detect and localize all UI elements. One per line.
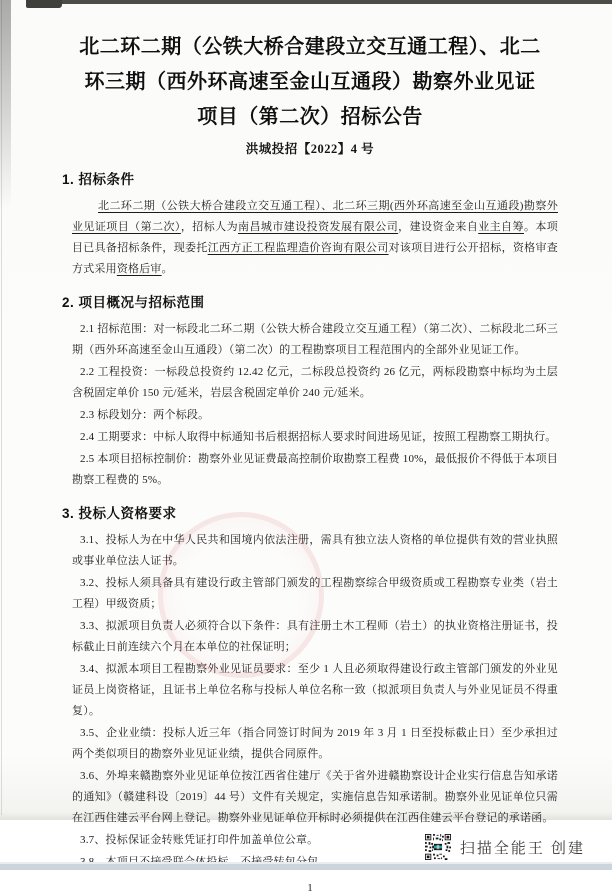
tender-conditions-paragraph: 北二环二期（公铁大桥合建段立交互通工程）、北二环三期(西外环高速至金山互通段)勘察外业见证项目（第二次），招标人为南昌城市建设投资发展有限公司，建设资金来自业主自筹。本项目已具备招标条件，现委托江西方正工程监理造价咨询有限公司对该项目进行公开招标，资格审查方式采用资格后审。 — [72, 200, 559, 275]
clause-2-5: 2.5 本项目招标控制价：勘察外业见证费最高控制价取勘察工程费 10%，最低报价不得低于本项目勘察工程费的 5%。 — [72, 453, 558, 486]
section-2-heading: 2. 项目概况与招标范围 — [62, 295, 205, 310]
section-2-body — [62, 319, 558, 491]
clause-2-2: 2.2 工程投资：一标段总投资约 12.42 亿元，二标段总投资约 26 亿元，两标段勘察中标均为土层含税固定单价 150 元/延米，岩层含税固定单价 240 元/延米。 — [72, 366, 558, 399]
clause-2-3: 2.3 标段划分：两个标段。 — [80, 409, 210, 421]
qualification-review-underlined: 资格后审 — [116, 263, 162, 275]
clause-3-5: 3.5、企业业绩：投标人近三年（指合同签订时间为 2019 年 3 月 1 日至投标截止日）至少承担过两个类似项目的勘察外业见证业绩，提供合同原件。 — [72, 727, 558, 760]
clause-3-2: 3.2、投标人须具备具有建设行政主管部门颁发的工程勘察综合甲级资质或工程勘察专业类（岩土工程）甲级资质； — [72, 577, 558, 610]
section-3-heading: 3. 投标人资格要求 — [62, 506, 177, 521]
clause-2-1: 2.1 招标范围：对一标段北二环二期（公铁大桥合建段立交互通工程）（第二次）、二标段北二环三期（西外环高速至金山互通段）（第二次）的工程勘察项目工程范围内的全部外业见证工作。 — [72, 323, 558, 356]
clause-3-6: 3.6、外埠来赣勘察外业见证单位按江西省住建厅《关于省外进赣勘察设计企业实行信息告知承诺的通知》（赣建科设〔2019〕44 号）文件有关规定，实施信息告知承诺制。勘察外业见证单位只需在江西住建云平台网上登记。勘察外业见证单位开标时必须提供在江西住建云平台登记的承诺函。 — [72, 770, 558, 824]
agency-name-underlined: 江西方正工程监理造价咨询有限公司 — [207, 242, 389, 254]
scanner-credit — [425, 834, 585, 860]
clause-3-4: 3.4、拟派本项目工程勘察外业见证员要求：至少 1 人且必须取得建设行政主管部门颁发的外业见证员上岗资格证，且证书上单位名称与投标人单位名称一致（拟派项目负责人与外业见证员不得重复）。 — [72, 663, 558, 717]
clause-3-7: 3.7、投标保证金转账凭证打印件加盖单位公章。 — [80, 834, 319, 846]
clause-3-3: 3.3、拟派项目负责人必须符合以下条件：具有注册土木工程师（岩土）的执业资格注册证书，投标截止日前连续六个月在本单位的社保证明； — [72, 620, 558, 653]
tenderer-name-underlined: 南昌城市建设投资发展有限公司 — [238, 221, 399, 233]
clause-2-4: 2.4 工期要求：中标人取得中标通知书后根据招标人要求时间进场见证，按照工程勘察工期执行。 — [80, 431, 557, 443]
section-1-heading: 1. 招标条件 — [62, 172, 135, 187]
scan-edge-top-blob-artifact — [26, 0, 62, 8]
section-1-body — [62, 196, 558, 280]
clause-3-1: 3.1、投标人为在中华人民共和国境内依法注册，需具有独立法人资格的单位提供有效的营业执照或事业单位法人证书。 — [72, 534, 558, 567]
funding-source-underlined: 业主自筹 — [478, 221, 524, 233]
document-number: 洪城投招【2022】4 号 — [245, 142, 375, 156]
page-number: 1 — [307, 882, 313, 894]
scanner-watermark-label: 扫描全能王 创建 — [459, 839, 585, 857]
page-title: 北二环二期（公铁大桥合建段立交互通工程）、北二环三期（西外环高速至金山互通段）勘察外业见证项目（第二次）招标公告 — [79, 36, 541, 128]
project-name-underlined: 北二环二期（公铁大桥合建段立交互通工程）、北二环三期(西外环高速至金山互通段)勘察外业见证项目（第二次） — [72, 200, 558, 233]
scan-edge-left-line — [1, 0, 2, 815]
qr-code-icon — [425, 834, 451, 860]
scan-edge-top-artifact — [26, 0, 612, 4]
bottom-strip — [0, 864, 612, 870]
faint-red-seal-stamp — [158, 512, 324, 678]
